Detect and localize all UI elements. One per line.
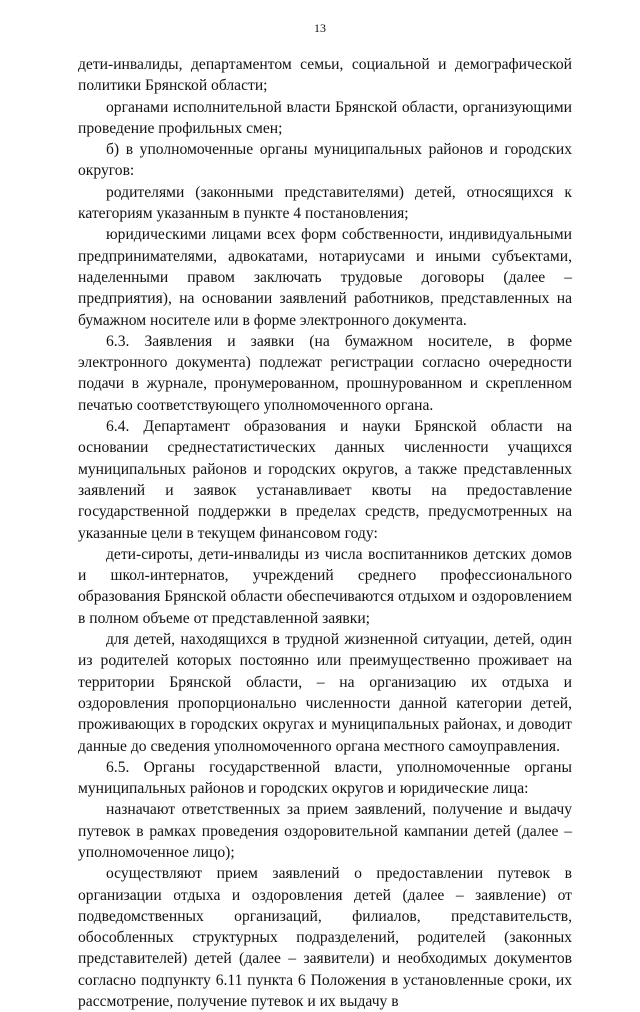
paragraph-continued-disabled-children: дети-инвалиды, департаментом семьи, социальной и демографической политики Брянской области; bbox=[78, 56, 572, 95]
paragraph-parents: родителями (законными представителями) детей, относящихся к категориям указанным в пункте 4 постановления; bbox=[78, 183, 572, 223]
paragraph-item-b-municipal-bodies: б) в уполномоченные органы муниципальных районов и городских округов: bbox=[78, 141, 572, 180]
paragraph-orphans: дети-сироты, дети-инвалиды из числа воспитанников детских домов и школ-интернатов, учреждений среднего профессионального образования Брянской области обеспечиваются отдыхом и оздоровлением в полном объеме от представленной заявки; bbox=[78, 545, 572, 627]
paragraph-difficult-situation: для детей, находящихся в трудной жизненной ситуации, детей, один из родителей которых постоянно или преимущественно проживает на территории Брянской области, – на организацию их отдыха и оздоровления пропорционально численности данной категории детей, проживающих в городских округах и муниципальных районах, и доводит данные до сведения уполномоченного органа местного самоуправления. bbox=[78, 631, 572, 755]
paragraph-appoint-responsible: назначают ответственных за прием заявлений, получение и выдачу путевок в рамках проведения оздоровительной кампании детей (далее – уполномоченное лицо); bbox=[78, 801, 572, 861]
paragraph-6-5-authorities: 6.5. Органы государственной власти, уполномоченные органы муниципальных районов и городских округов и юридические лица: bbox=[78, 758, 572, 798]
page-number: 13 bbox=[314, 21, 326, 35]
paragraph-accept-applications: осуществляют прием заявлений о предоставлении путевок в организации отдыха и оздоровления детей (далее – заявление) от подведомственных организаций, филиалов, представительств, обособленных структурных подразделений, родителей (законных представителей) детей (далее – заявители) и необходимых документов согласно подпункту 6.11 пункта 6 Положения в установленные сроки, их рассмотрение, получение путевок и их выдачу в bbox=[78, 865, 572, 1011]
paragraph-executive-authorities: органами исполнительной власти Брянской области, организующими проведение профильных смен; bbox=[78, 98, 572, 137]
paragraph-6-3-registration: 6.3. Заявления и заявки (на бумажном носителе, в форме электронного документа) подлежат регистрации согласно очередности подачи в журнале, пронумерованном, прошнурованном и скрепленном печатью соответствующего уполномоченного органа. bbox=[78, 332, 572, 414]
document-body bbox=[78, 54, 572, 1012]
paragraph-legal-entities: юридическими лицами всех форм собственности, индивидуальными предпринимателями, адвокатами, нотариусами и иными субъектами, наделенными правом заключать трудовые договоры (далее – предприятия), на основании заявлений работников, представленных на бумажном носителе или в форме электронного документа. bbox=[78, 226, 572, 329]
paragraph-6-4-quotas: 6.4. Департамент образования и науки Брянской области на основании среднестатистических данных численности учащихся муниципальных районов и городских округов, а также представленных заявлений и заявок устанавливает квоты на предоставление государственной поддержки в пределах средств, предусмотренных на указанные цели в текущем финансовом году: bbox=[78, 418, 572, 542]
